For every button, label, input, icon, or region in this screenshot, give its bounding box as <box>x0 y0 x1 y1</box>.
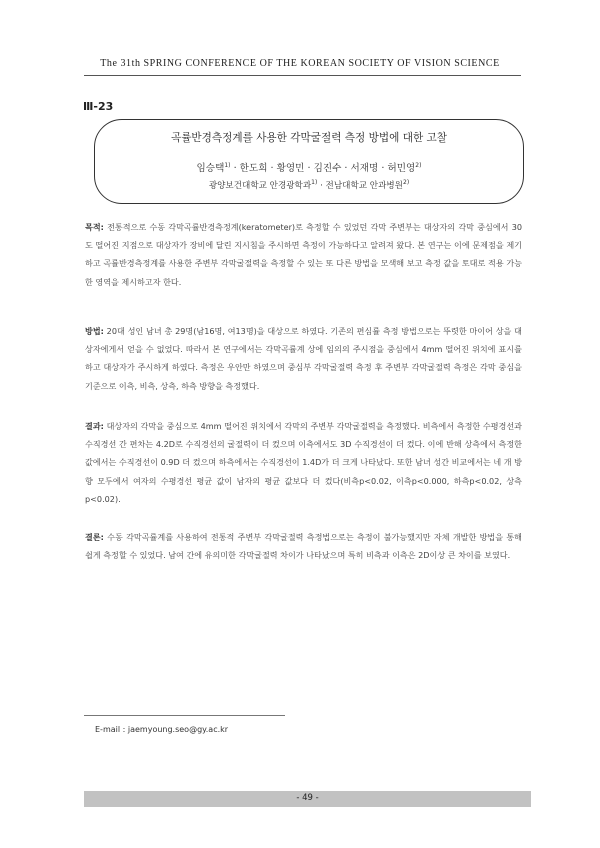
footnote-rule <box>84 715 285 716</box>
author-first: 임승택 <box>196 163 225 174</box>
abstract-code: Ⅲ-23 <box>83 100 114 113</box>
methods-text: 20대 성인 남녀 총 29명(남16명, 여13명)을 대상으로 하였다. 기존의 편심률 측정 방법으로는 뚜렷한 마이어 상을 대상자에게서 얻을 수 없었다. 따라서 본 연구에서는 각막곡률계 상에 임의의 주시점을 중심에서 4mm 떨어진 위치에 표시를 하고 대상자가 주시하게 하였다. 측정은 우안만 하였으며 중심부 각막굴절력 측정 후 주변부 각막굴절력 측정은 각막 중심을 기준으로 이측, 비측, 상측, 하측 방향을 측정했다. <box>85 326 522 391</box>
affiliation-1-sup: 1) <box>311 179 318 187</box>
results-label: 결과: <box>85 421 104 431</box>
author-rest: · 한도희 · 황영민 · 김진수 · 서재명 · 허민영 <box>230 163 416 174</box>
affiliation-2: · 전남대학교 안과병원 <box>317 181 403 191</box>
author-first-sup: 1) <box>224 161 231 169</box>
section-methods <box>85 322 522 395</box>
section-conclusion <box>85 528 522 564</box>
methods-label: 방법: <box>85 326 104 336</box>
author-list <box>0 160 600 174</box>
section-objective <box>85 218 522 291</box>
page-number: - 49 - <box>296 793 319 803</box>
section-results <box>85 417 522 508</box>
affiliation <box>0 179 600 191</box>
header-rule <box>84 75 521 76</box>
objective-label: 목적: <box>85 222 104 232</box>
author-rest-sup: 2) <box>415 161 422 169</box>
results-text: 대상자의 각막을 중심으로 4mm 떨어진 위치에서 각막의 주변부 각막굴절력을 측정했다. 비측에서 측정한 수평경선과 수직경선 간 편차는 4.2D로 수직경선의 굴절력이 더 컸으며 이측에서도 3D 수직경선이 더 컸다. 이에 반해 상측에서 측정한 값에서는 수직경선이 0.9D 더 컸으며 하측에서는 수직경선이 1.4D가 더 크게 나타났다. 또한 남녀 성간 비교에서는 네 개 방향 모두에서 여자의 수평경선 평균 값이 남자의 평균 값보다 더 컸다(비측p<0.02, 이측p<0.000, 하측p<0.02, 상측p<0.02). <box>85 421 522 504</box>
affiliation-2-sup: 2) <box>403 179 410 187</box>
conclusion-label: 결론: <box>85 532 104 542</box>
objective-text: 전통적으로 수동 각막곡률반경측정계(keratometer)로 측정할 수 있었던 각막 주변부는 대상자의 각막 중심에서 30도 떨어진 지점으로 대상자가 장비에 달린 지시침을 주시하면 측정이 가능하다고 알려져 왔다. 본 연구는 이에 문제점을 제기하고 곡률반경측정계를 사용한 주변부 각막굴절력을 측정할 수 있는 또 다른 방법을 모색해 보고 측정 값을 토대로 적용 가능한 영역을 제시하고자 한다. <box>85 222 522 287</box>
conference-header: The 31th SPRING CONFERENCE OF THE KOREAN SOCIETY OF VISION SCIENCE <box>100 58 500 69</box>
email-footnote: E-mail : jaemyoung.seo@gy.ac.kr <box>95 725 229 734</box>
conclusion-text: 수동 각막곡률계를 사용하여 전통적 주변부 각막굴절력 측정법으로는 측정이 불가능했지만 자체 개발한 방법을 통해 쉽게 측정할 수 있었다. 남여 간에 유의미한 각막굴절력 차이가 나타났으며 특히 비측과 이측은 2D이상 큰 차이를 보였다. <box>85 532 522 561</box>
paper-title: 곡률반경측정계를 사용한 각막굴절력 측정 방법에 대한 고찰 <box>170 132 448 144</box>
affiliation-1: 광양보건대학교 안경광학과 <box>208 181 312 191</box>
